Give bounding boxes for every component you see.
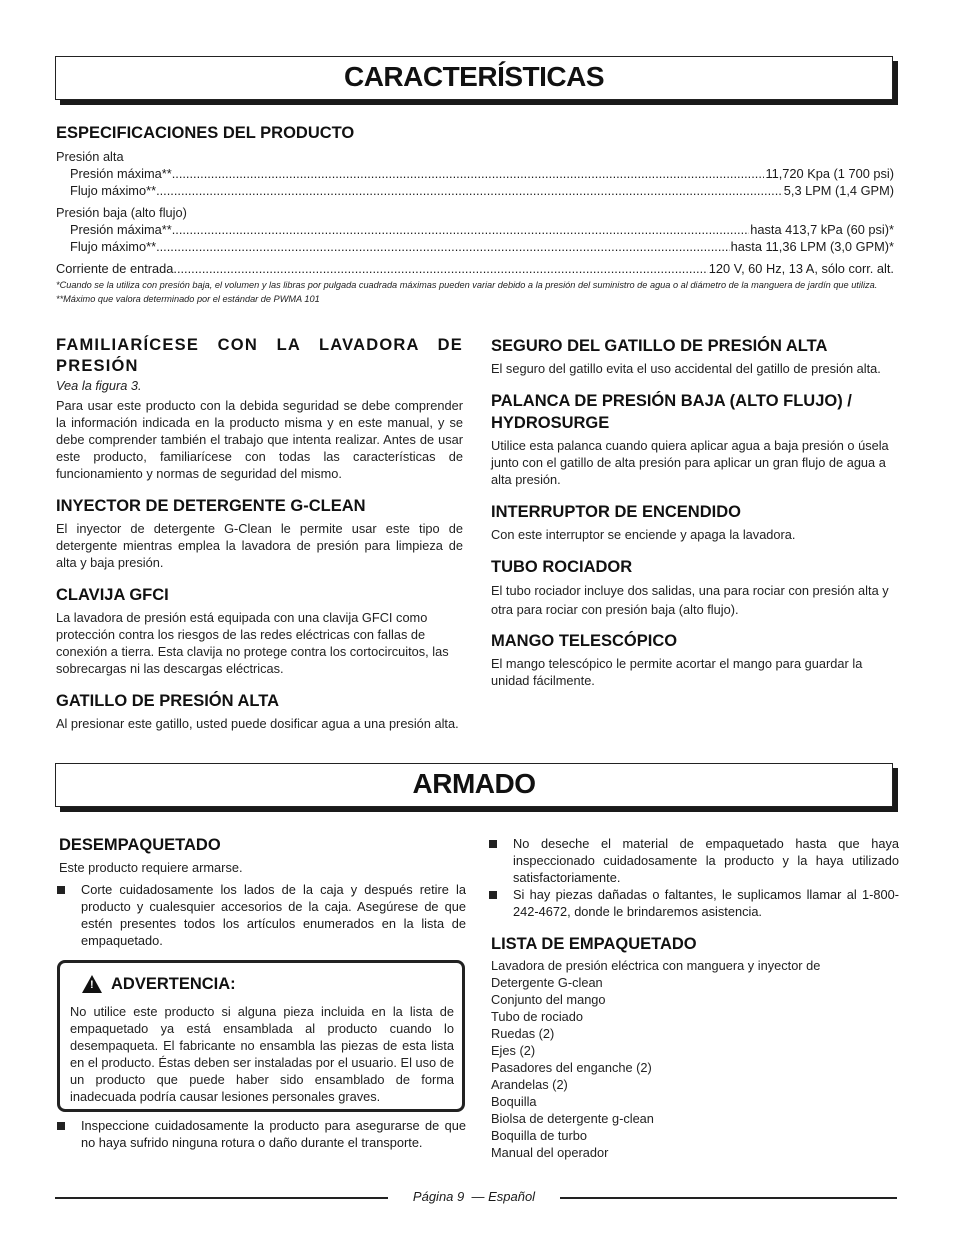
- spec-value: 120 V, 60 Hz, 13 A, sólo corr. alt.: [708, 261, 894, 276]
- specifications-block: [56, 122, 894, 306]
- packing-list-item: Biolsa de detergente g-clean: [491, 1111, 654, 1126]
- spec-row: [56, 165, 894, 182]
- footnote: *Cuando se la utiliza con presión baja, el volumen y las libras por pulgada cuadrada máximas pueden variar debido a la presión del suministro de agua o al diámetro de la manguera de jardín que utiliza.: [56, 280, 878, 290]
- packing-list-item: Conjunto del mango: [491, 992, 606, 1007]
- spec-label: Corriente de entrada: [56, 261, 174, 276]
- spec-value: hasta 413,7 kPa (60 psi)*: [750, 222, 894, 237]
- bullet-text: No deseche el material de empaquetado hasta que haya inspeccionado cuidadosamente la producto y la haya utilizado satisfactoriamente.: [513, 836, 899, 885]
- familiarice-text: Para usar este producto con la debida seguridad se debe comprender la información indicada en la producto misma y en este manual, y se debe comprender también el trabajo que intenta realizar. Antes de usar este producto, familiarícese con todas las características de funcionamiento y normas de seguridad del mismo.: [56, 398, 463, 481]
- list-item: [489, 886, 899, 920]
- palanca-heading: PALANCA DE PRESIÓN BAJA (ALTO FLUJO) / HYDROSURGE: [491, 392, 852, 432]
- warning-text: No utilice este producto si alguna pieza incluida en la lista de empaquetado ya está ensamblada al producto cuando lo desempaqueta. El fabricante no ensambla las piezas de esta lista en el producto. Éstas deben ser instaladas por el usuario. El uso de un producto que puede haber sido ensamblado de forma inadecuada podría causar lesiones personales graves.: [70, 1004, 454, 1104]
- footnote: **Máximo que valora determinado por el estándar de PWMA 101: [56, 294, 320, 304]
- bullet-text: Si hay piezas dañadas o faltantes, le suplicamos llamar al 1-800-242-4672, donde le brindaremos asistencia.: [513, 887, 899, 919]
- spec-label: Flujo máximo**: [70, 183, 157, 198]
- lista-heading: LISTA DE EMPAQUETADO: [491, 935, 697, 953]
- spec-row: [56, 238, 894, 255]
- inyector-text: El inyector de detergente G-Clean le permite usar este tipo de detergente mientras emplea la lavadora de presión para limpieza de alta y baja presión.: [56, 521, 463, 570]
- specs-heading: ESPECIFICACIONES DEL PRODUCTO: [56, 124, 355, 142]
- warning-box: [57, 960, 465, 1112]
- warning-title: ADVERTENCIA:: [111, 975, 236, 993]
- gatillo-text: Al presionar este gatillo, usted puede dosificar agua a una presión alta.: [56, 716, 459, 731]
- packing-list-item: Ejes (2): [491, 1043, 536, 1058]
- mango-text: El mango telescópico le permite acortar el mango para guardar la unidad fácilmente.: [491, 656, 863, 688]
- bullet-icon: [57, 881, 81, 949]
- tubo-heading: TUBO ROCIADOR: [491, 558, 633, 576]
- bullet-icon: [489, 835, 513, 886]
- spec-label: Presión máxima**: [70, 166, 172, 181]
- right-column: [491, 335, 899, 689]
- packing-list-item: Boquilla de turbo: [491, 1128, 588, 1143]
- caracteristicas-banner: [55, 56, 893, 100]
- bullet-icon: [489, 886, 513, 920]
- bullet-text: Inspeccione cuidadosamente la producto para asegurarse de que no haya sufrido ninguna rotura o daño durante el transporte.: [81, 1118, 466, 1150]
- warning-header: [60, 963, 462, 995]
- seguro-heading: SEGURO DEL GATILLO DE PRESIÓN ALTA: [491, 337, 828, 355]
- familiarice-heading: FAMILIARÍCESE CON LA LAVADORA DE PRESIÓN: [56, 336, 463, 375]
- packing-list-item: Manual del operador: [491, 1145, 609, 1160]
- packing-list: [489, 957, 885, 1161]
- packing-list-item: Ruedas (2): [491, 1026, 555, 1041]
- bullet-icon: [57, 1117, 81, 1151]
- gatillo-heading: GATILLO DE PRESIÓN ALTA: [56, 692, 280, 710]
- desempaquetado-heading: DESEMPAQUETADO: [59, 836, 221, 854]
- list-item: [489, 835, 899, 886]
- packing-list-item: Arandelas (2): [491, 1077, 568, 1092]
- spec-value: 11,720 Kpa (1 700 psi): [765, 166, 894, 181]
- interruptor-heading: INTERRUPTOR DE ENCENDIDO: [491, 503, 741, 521]
- packing-list-item: Tubo de rociado: [491, 1009, 584, 1024]
- warning-triangle-icon: !: [82, 975, 102, 993]
- packing-list-item: Pasadores del enganche (2): [491, 1060, 652, 1075]
- section-title: ARMADO: [412, 768, 536, 799]
- high-pressure-label: Presión alta: [56, 149, 124, 164]
- mango-heading: MANGO TELESCÓPICO: [491, 632, 678, 650]
- clavija-text: La lavadora de presión está equipada con una clavija GFCI como protección contra los riesgos de las redes eléctricas con fallas de conexión a tierra. Esta clavija no protege contra los cortocircuitos, las sobrecargas ni las descargas eléctricas.: [56, 610, 449, 676]
- desempaquetado-block: [59, 834, 466, 949]
- desempaquetado-continued: [57, 1117, 466, 1151]
- spec-value: hasta 11,36 LPM (3,0 GPM)*: [730, 239, 894, 254]
- packing-list-item: Boquilla: [491, 1094, 537, 1109]
- seguro-text: El seguro del gatillo evita el uso accidental del gatillo de presión alta.: [491, 361, 881, 376]
- footer-rule-left: [55, 1197, 388, 1199]
- spec-label: Presión máxima**: [70, 222, 172, 237]
- armado-right-column: [489, 835, 899, 1161]
- interruptor-text: Con este interruptor se enciende y apaga la lavadora.: [491, 527, 796, 542]
- spec-row: [56, 182, 894, 199]
- page-footer: Página 9 — Español: [412, 1189, 536, 1204]
- footer-rule-right: [560, 1197, 897, 1199]
- bullet-text: Corte cuidadosamente los lados de la caja y después retire la producto y cualesquier accesorios de la caja. Asegúrese de que estén presentes todos los artículos enumerados en la lista de empaquetado.: [81, 882, 466, 948]
- packing-list-item: Lavadora de presión eléctrica con manguera y inyector de Detergente G-clean: [491, 958, 821, 990]
- spec-label: Flujo máximo**: [70, 239, 157, 254]
- section-title: CARACTERÍSTICAS: [343, 61, 605, 92]
- spec-row: [56, 260, 894, 277]
- desempaquetado-intro: Este producto requiere armarse.: [59, 860, 243, 875]
- palanca-text: Utilice esta palanca cuando quiera aplicar agua a baja presión o úsela junto con el gatillo de alta presión para aplicar un gran flujo de agua a alta presión.: [491, 438, 889, 487]
- clavija-heading: CLAVIJA GFCI: [56, 586, 169, 604]
- list-item: [57, 1117, 466, 1151]
- tubo-text: El tubo rociador incluye dos salidas, una para rociar con presión alta y otra para rociar con presión baja (alto flujo).: [491, 583, 889, 617]
- armado-banner: [55, 763, 893, 807]
- spec-value: 5,3 LPM (1,4 GPM): [783, 183, 894, 198]
- left-column: [56, 335, 463, 732]
- spec-row: [56, 221, 894, 238]
- inyector-heading: INYECTOR DE DETERGENTE G-CLEAN: [56, 497, 366, 515]
- figure-reference: Vea la figura 3.: [56, 378, 142, 393]
- low-pressure-label: Presión baja (alto flujo): [56, 205, 187, 220]
- list-item: [57, 881, 466, 949]
